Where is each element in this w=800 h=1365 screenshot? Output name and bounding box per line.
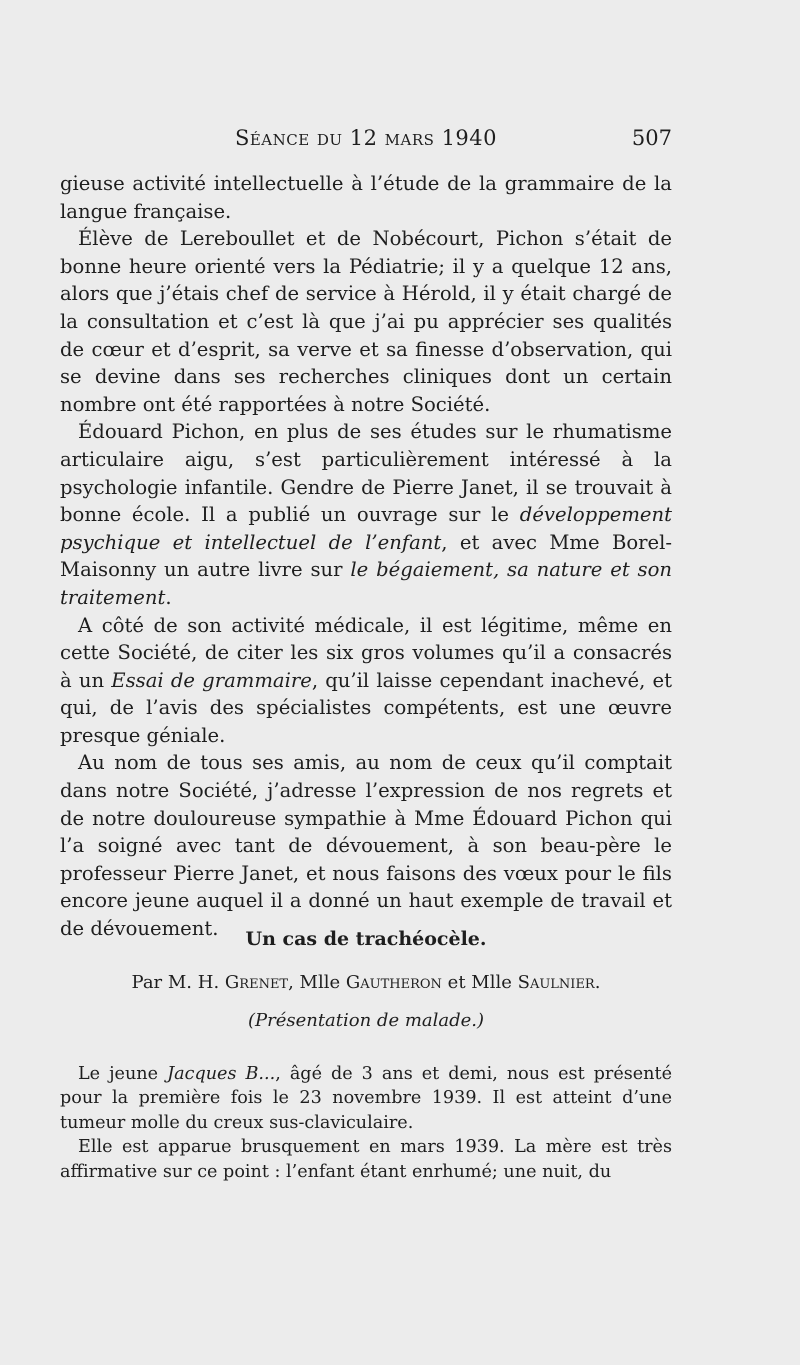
paragraph-5 [60,749,672,942]
text-segment: Élève de Lereboullet et de Nobécourt, Pichon s’était de bonne heure orienté vers la Pédiatrie; il y a quelque 12 ans, alors que j’étais chef de service à Hérold, il y était chargé de la consultation et c’est là que j’ai pu apprécier ses qualités de cœur et d’esprit, sa verve et sa finesse d’observation, qui se devine dans ses recherches cliniques dont un certain nombre ont été rapportées à notre Société. [60,227,672,416]
running-head-prefix: Séance du [234,126,343,150]
authors-end: . [594,972,601,993]
text-segment: gieuse activité intellectuelle à l’étude de la grammaire de la langue française. [60,172,672,223]
author-saulnier: Saulnier [517,972,595,993]
author-separator: , Mlle [288,972,341,993]
text-segment: . [165,585,172,609]
text-segment: Elle est apparue brusquement en mars 1939. La mère est très affirmative sur ce point : l’enfant étant enrhumé; une nuit, du [60,1137,672,1182]
section-authors [60,969,672,997]
book-title-italic: développement psychique et intellectuel de l’enfant [60,503,672,554]
text-segment: , et avec Mme Borel-Maisonny un autre livre sur [60,530,672,582]
book-title-italic: Essai de grammaire [111,668,312,692]
presentation-note: (Présentation de malade.) [247,1010,485,1031]
paragraph-1 [60,170,672,225]
paragraph-3 [60,418,672,611]
authors-by: Par M. H. [131,972,220,993]
text-segment: A côté de son activité médicale, il est légitime, même en cette Société, de citer les six gros volumes qu’il a consacrés à un [60,613,672,692]
running-head-date-text: 12 mars 1940 [349,126,498,150]
text-segment: Édouard Pichon, en plus de ses études sur le rhumatisme articulaire aigu, s’est particulièrement intéressé à la psychologie infantile. Gendre de Pierre Janet, il se trouvait à bonne école. Il a publié un ouvrage sur le [60,420,672,527]
case-report-text [60,1062,672,1184]
author-grenet: Grenet [224,972,289,993]
running-head [60,122,672,154]
book-title-italic: le bégaiement, sa nature et son traitement [60,558,673,609]
running-head-date [350,126,497,150]
text-segment: , qu’il laisse cependant inachevé, et qui, de l’avis des spécialistes compétents, est une œuvre presque géniale. [60,668,672,747]
patient-name-italic: Jacques B... [167,1064,276,1084]
text-segment: , âgé de 3 ans et demi, nous est présenté pour la première fois le 23 novembre 1939. Il est atteint d’une tumeur molle du creux sus-claviculaire. [60,1064,672,1133]
case-paragraph-1 [60,1062,672,1135]
section-title: Un cas de trachéocèle. [245,928,487,950]
case-paragraph-2 [60,1135,672,1184]
paragraph-2 [60,225,672,418]
text-segment: Le jeune [78,1064,168,1084]
body-text [60,170,672,943]
text-segment: Au nom de tous ses amis, au nom de ceux qu’il comptait dans notre Société, j’adresse l’expression de nos regrets et de notre douloureuse sympathie à Mme Édouard Pichon qui l’a soigné avec tant de dévouement, à son beau-père le professeur Pierre Janet, et nous faisons des vœux pour le fils encore jeune auquel il a donné un haut exemple de travail et de dévouement. [60,751,672,941]
page-number: 507 [631,126,672,150]
paragraph-4 [60,612,672,750]
author-gautheron: Gautheron [345,972,442,993]
running-head-title [60,122,672,154]
author-separator: et Mlle [447,972,512,993]
